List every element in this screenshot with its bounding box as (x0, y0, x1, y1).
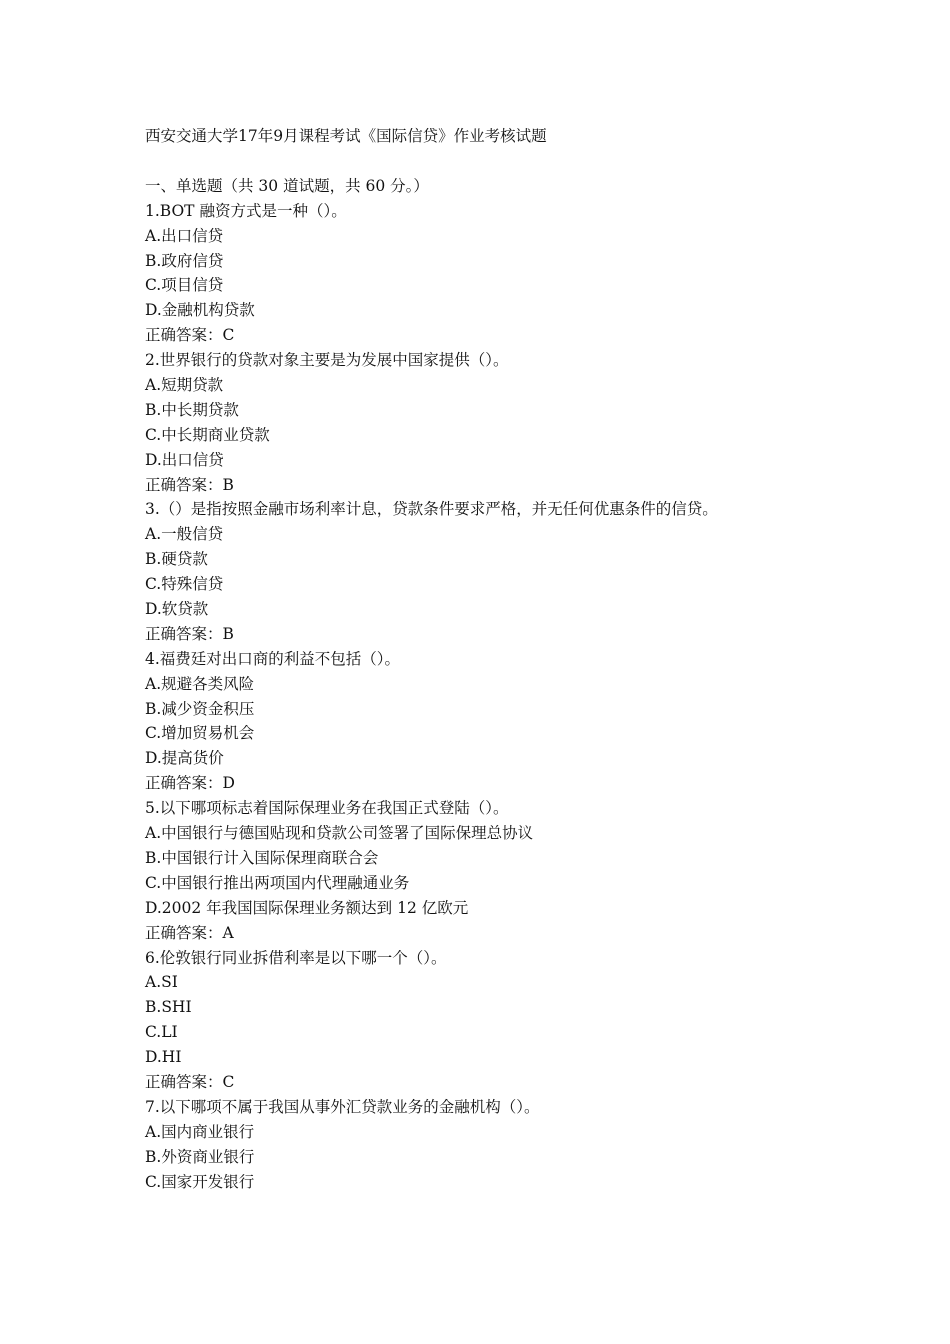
option-d: D.2002 年我国国际保理业务额达到 12 亿欧元 (145, 898, 469, 917)
option-d: D.HI (145, 1048, 182, 1067)
question-stem: 3.（）是指按照金融市场利率计息，贷款条件要求严格，并无任何优惠条件的信贷。 (145, 500, 718, 519)
option-c: C.国家开发银行 (145, 1172, 255, 1191)
correct-answer: 正确答案：B (145, 475, 234, 494)
option-a: A.短期贷款 (145, 376, 224, 395)
option-d: D.出口信贷 (145, 450, 224, 469)
option-b: B.硬贷款 (145, 550, 208, 569)
option-c: C.中长期商业贷款 (145, 425, 270, 444)
option-b: B.外资商业银行 (145, 1147, 255, 1166)
option-c: C.LI (145, 1023, 178, 1042)
option-c: C.特殊信贷 (145, 575, 224, 594)
question-stem: 4.福费廷对出口商的利益不包括（）。 (145, 649, 401, 668)
option-a: A.国内商业银行 (145, 1122, 255, 1141)
option-b: B.SHI (145, 998, 192, 1017)
option-d: D.金融机构贷款 (145, 301, 255, 320)
blank-line (145, 149, 845, 174)
option-b: B.中国银行计入国际保理商联合会 (145, 848, 379, 867)
correct-answer: 正确答案：D (145, 774, 235, 793)
correct-answer: 正确答案：C (145, 326, 235, 345)
question-stem: 5.以下哪项标志着国际保理业务在我国正式登陆（）。 (145, 799, 509, 818)
option-a: A.一般信贷 (145, 525, 224, 544)
option-b: B.减少资金积压 (145, 699, 255, 718)
document-title: 西安交通大学17年9月课程考试《国际信贷》作业考核试题 (145, 127, 547, 145)
correct-answer: 正确答案：C (145, 1072, 235, 1091)
question-stem: 7.以下哪项不属于我国从事外汇贷款业务的金融机构（）。 (145, 1097, 540, 1116)
option-b: B.政府信贷 (145, 251, 224, 270)
option-d: D.软贷款 (145, 600, 209, 619)
question-stem: 2.世界银行的贷款对象主要是为发展中国家提供（）。 (145, 351, 509, 370)
option-a: A.出口信贷 (145, 226, 224, 245)
option-c: C.增加贸易机会 (145, 724, 255, 743)
correct-answer: 正确答案：A (145, 923, 234, 942)
section-heading: 一、单选题（共 30 道试题，共 60 分。） (145, 176, 429, 195)
option-c: C.中国银行推出两项国内代理融通业务 (145, 873, 410, 892)
option-a: A.规避各类风险 (145, 674, 255, 693)
correct-answer: 正确答案：B (145, 624, 234, 643)
option-b: B.中长期贷款 (145, 400, 239, 419)
option-a: A.SI (145, 973, 178, 992)
document-page (145, 124, 845, 1194)
question-stem: 1.BOT 融资方式是一种（）。 (145, 201, 347, 220)
question-stem: 6.伦敦银行同业拆借利率是以下哪一个（）。 (145, 948, 447, 967)
option-a: A.中国银行与德国贴现和贷款公司签署了国际保理总协议 (145, 824, 534, 843)
option-c: C.项目信贷 (145, 276, 224, 295)
option-d: D.提高货价 (145, 749, 224, 768)
